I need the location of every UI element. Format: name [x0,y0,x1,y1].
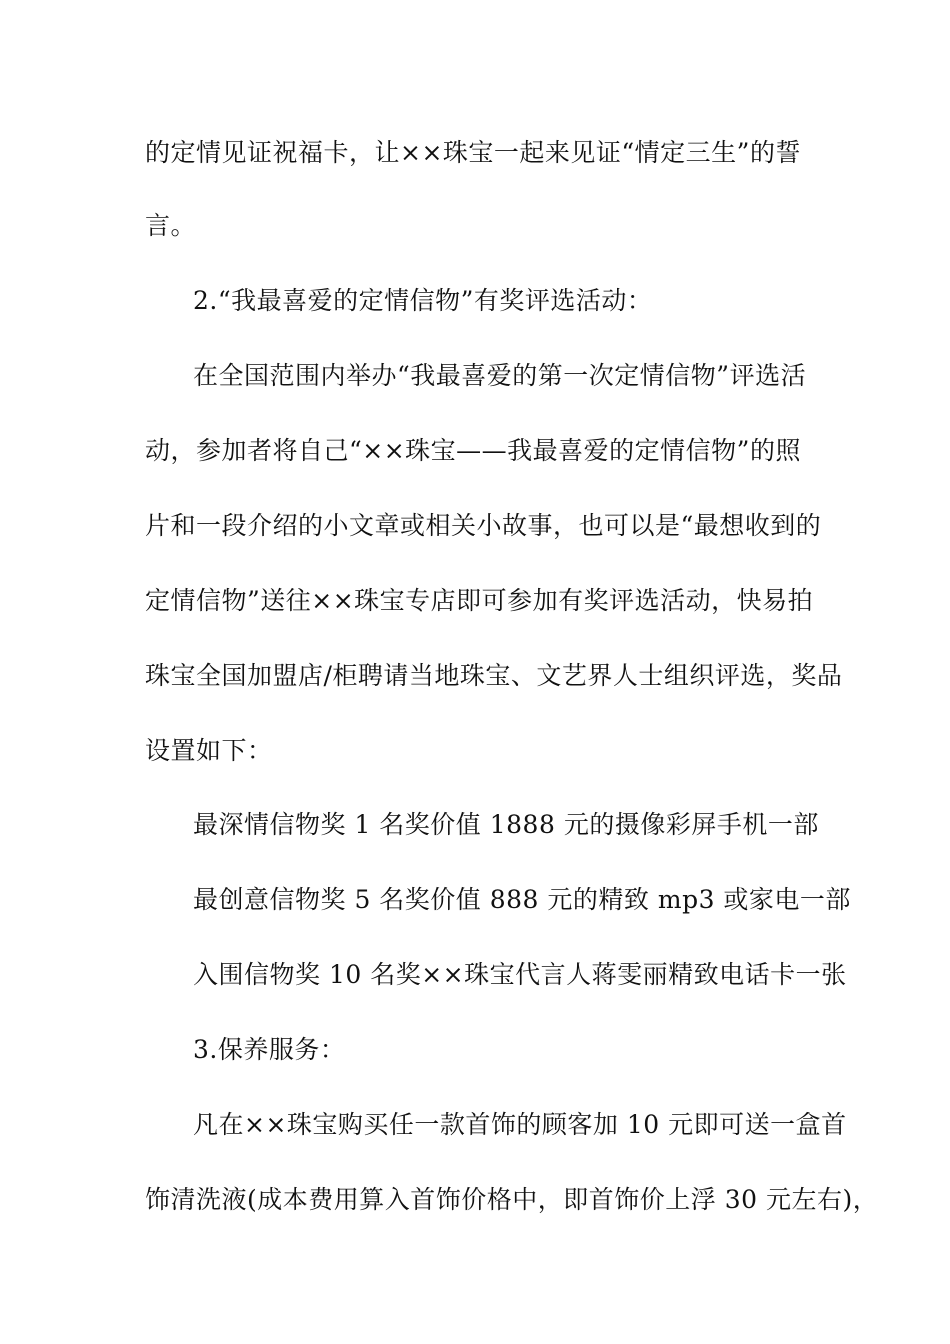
paragraph-line: 定情信物”送往××珠宝专店即可参加有奖评选活动，快易拍 [145,586,814,615]
paragraph-line: 在全国范围内举办“我最喜爱的第一次定情信物”评选活 [193,361,807,390]
prize-line: 入围信物奖 10 名奖××珠宝代言人蒋雯丽精致电话卡一张 [193,960,847,989]
prize-line: 最创意信物奖 5 名奖价值 888 元的精致 mp3 或家电一部 [193,885,851,914]
paragraph-line: 设置如下： [145,736,273,765]
paragraph-line: 珠宝全国加盟店/柜聘请当地珠宝、文艺界人士组织评选，奖品 [145,661,843,690]
paragraph-line: 的定情见证祝福卡，让××珠宝一起来见证“情定三生”的誓 [145,138,801,167]
paragraph-line: 言。 [145,211,197,240]
section-heading: 3.保养服务： [193,1035,346,1064]
paragraph-line: 凡在××珠宝购买任一款首饰的顾客加 10 元即可送一盒首 [193,1110,847,1139]
paragraph-line: 饰清洗液(成本费用算入首饰价格中，即首饰价上浮 30 元左右)， [145,1185,879,1214]
section-heading: 2.“我最喜爱的定情信物”有奖评选活动： [193,286,653,315]
paragraph-line: 片和一段介绍的小文章或相关小故事，也可以是“最想收到的 [145,511,822,540]
paragraph-line: 动，参加者将自己“××珠宝——我最喜爱的定情信物”的照 [145,436,801,465]
prize-line: 最深情信物奖 1 名奖价值 1888 元的摄像彩屏手机一部 [193,810,819,839]
